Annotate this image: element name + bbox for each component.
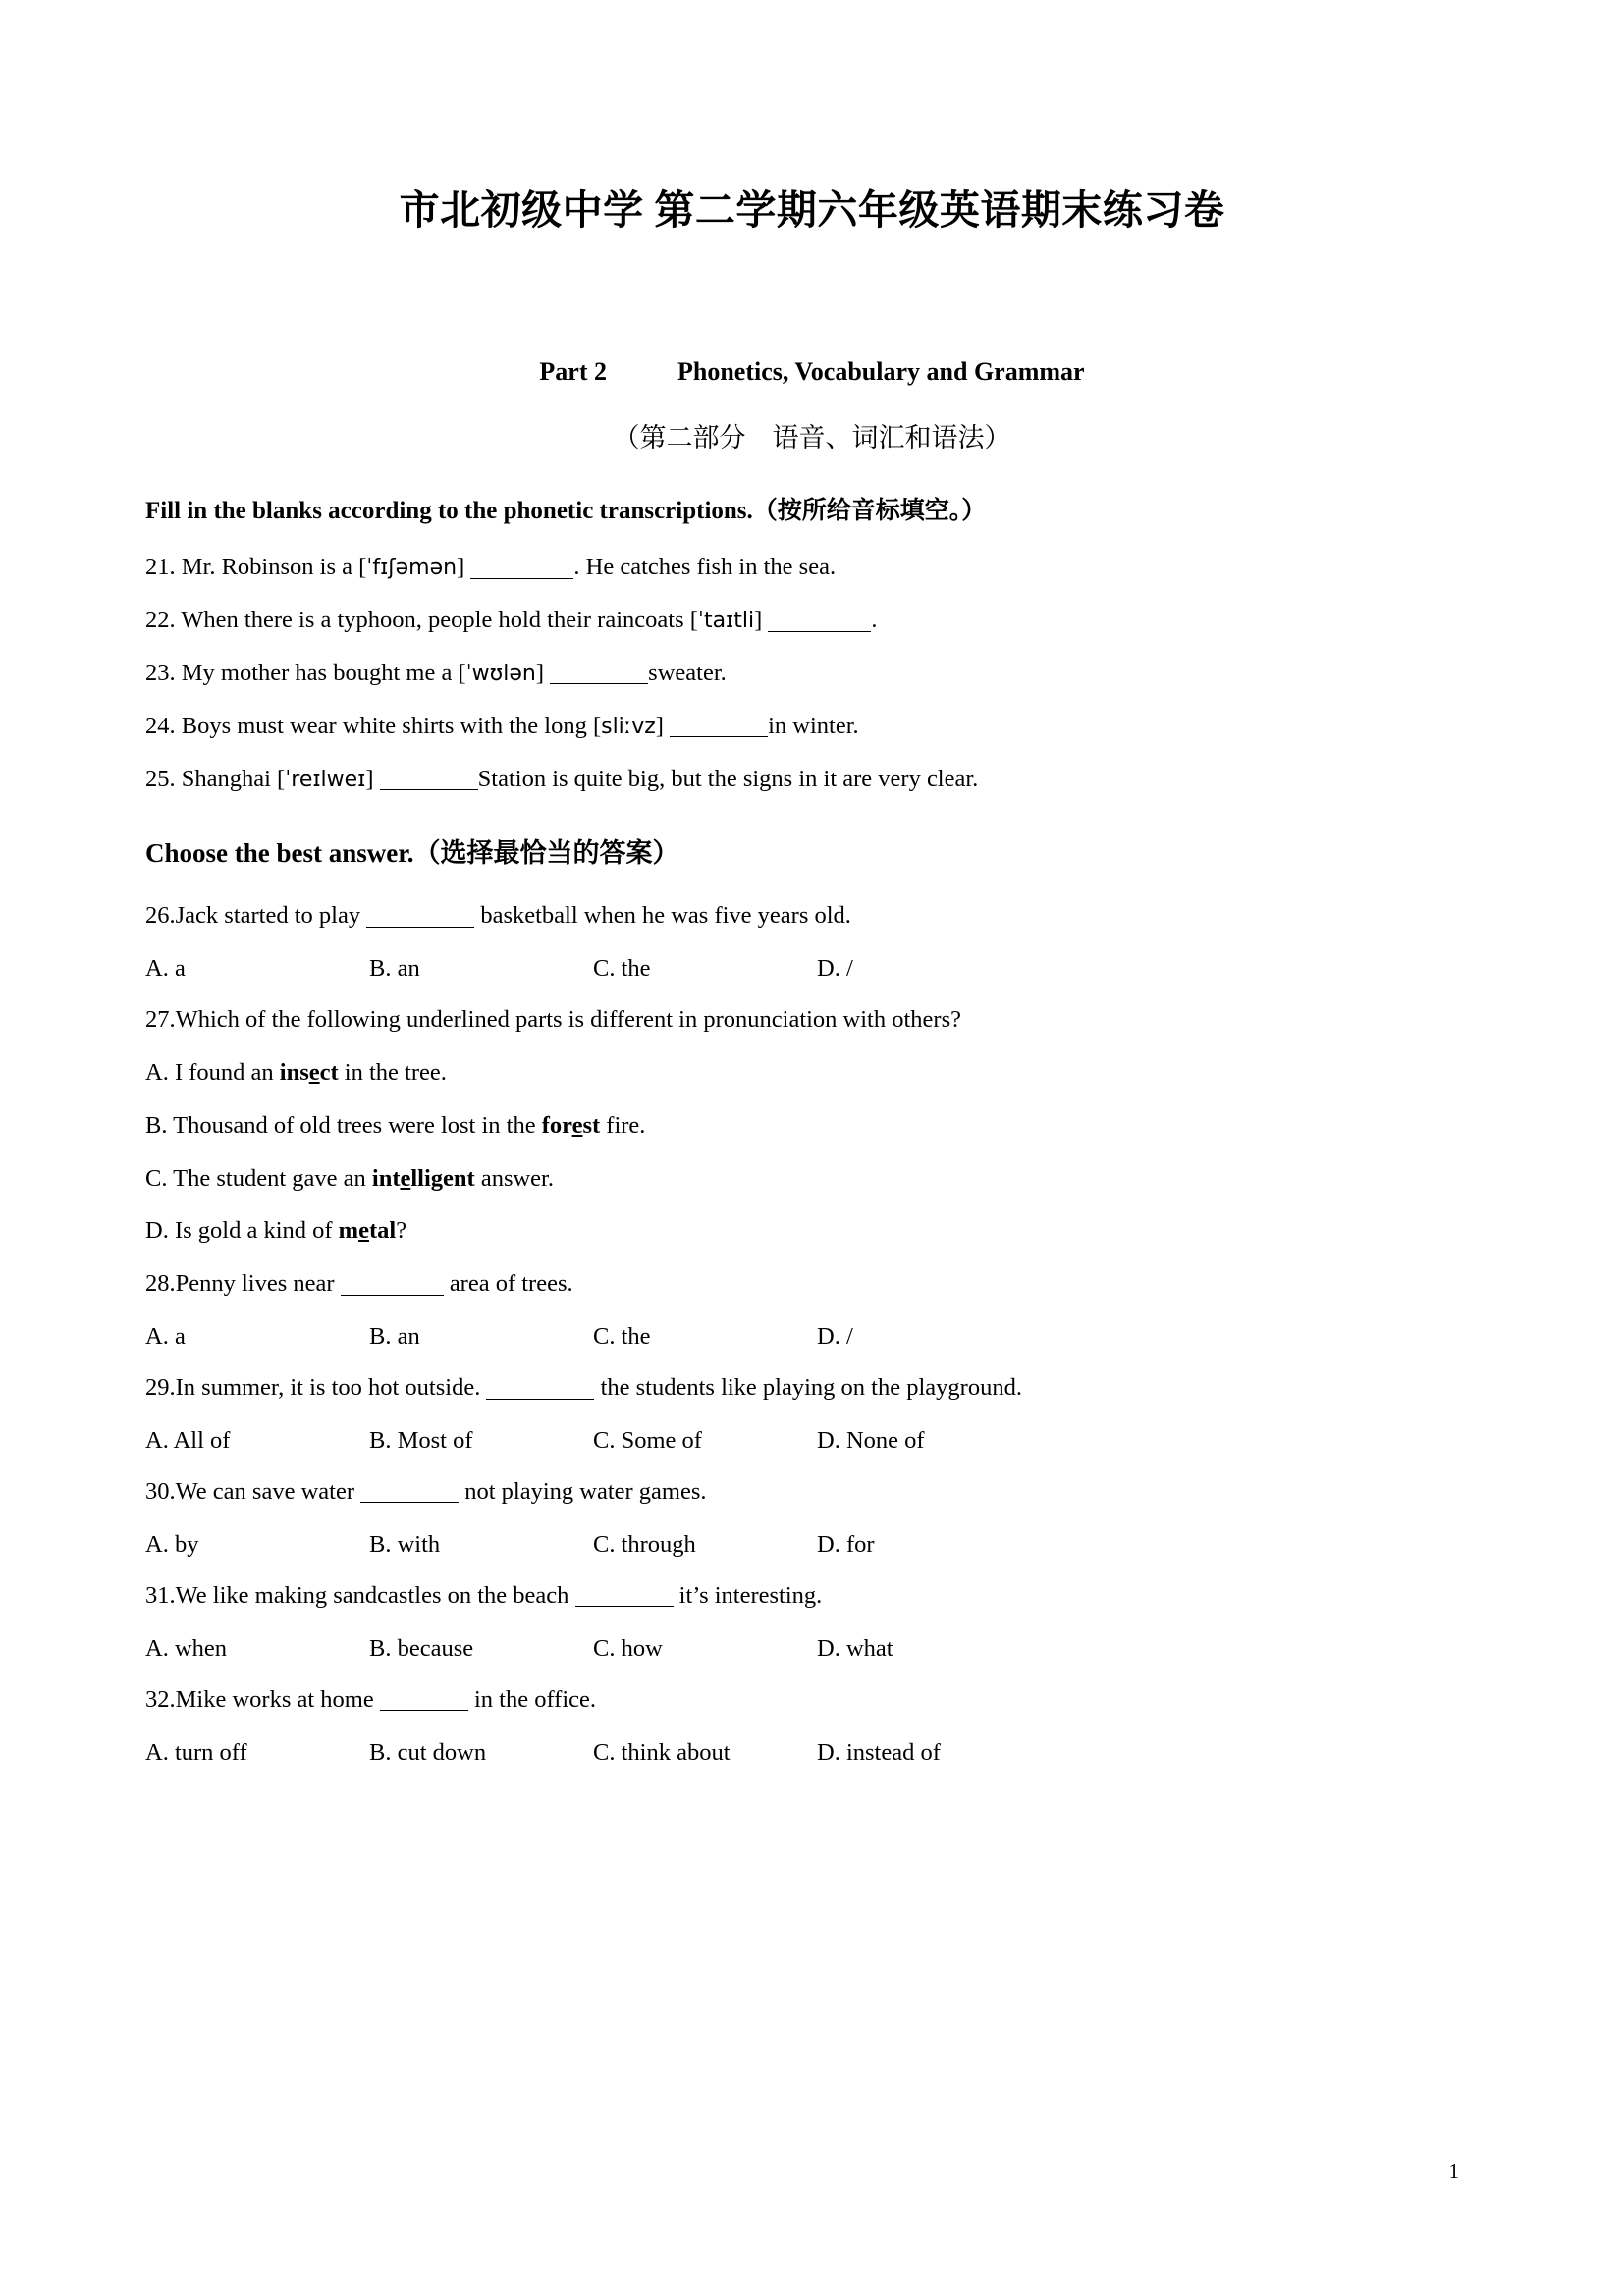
question-26-stem-before: 26.Jack started to play bbox=[145, 902, 367, 930]
question-26-option-d[interactable]: D. / bbox=[817, 955, 853, 983]
question-29-option-c[interactable]: C. Some of bbox=[593, 1426, 702, 1454]
question-21-ipa: ˈfɪʃəmən bbox=[366, 556, 458, 581]
question-23-text-middle: ] bbox=[535, 659, 551, 686]
part-heading-chinese: （第二部分 语音、词汇和语法） bbox=[613, 423, 1011, 453]
question-27-option-c-label: C. The student gave an bbox=[145, 1164, 372, 1192]
question-23-answer-blank[interactable] bbox=[550, 659, 648, 684]
question-32 bbox=[145, 1684, 1490, 1716]
word-post: lligent bbox=[410, 1164, 475, 1192]
question-29-answer-blank[interactable] bbox=[486, 1374, 594, 1400]
question-22-answer-blank[interactable] bbox=[768, 607, 871, 632]
question-25-text-middle: ] bbox=[365, 765, 380, 792]
question-25-answer-blank[interactable] bbox=[380, 765, 478, 790]
word-underlined-letter: e bbox=[400, 1164, 411, 1192]
question-26-stem-after: basketball when he was five years old. bbox=[474, 902, 851, 930]
word-pre: int bbox=[371, 1164, 401, 1192]
question-31-option-b[interactable]: B. because bbox=[369, 1634, 474, 1662]
question-28-option-b[interactable]: B. an bbox=[369, 1323, 420, 1351]
question-30-option-a[interactable]: A. by bbox=[145, 1530, 199, 1558]
question-24-text-middle: ] bbox=[655, 712, 671, 739]
question-28-option-c[interactable]: C. the bbox=[593, 1323, 651, 1351]
question-21-text-after: . He catches fish in the sea. bbox=[573, 554, 837, 581]
question-24-number: 24. bbox=[145, 712, 176, 739]
question-26-answer-blank[interactable] bbox=[366, 902, 474, 928]
question-30 bbox=[145, 1476, 1490, 1508]
question-22-text-middle: ] bbox=[754, 607, 769, 634]
question-29 bbox=[145, 1372, 1490, 1404]
question-28-answer-blank[interactable] bbox=[341, 1270, 444, 1296]
question-27-option-a[interactable] bbox=[145, 1057, 1490, 1089]
question-32-option-a[interactable]: A. turn off bbox=[145, 1738, 247, 1766]
question-22-text-before: When there is a typhoon, people hold their raincoats [ bbox=[175, 607, 698, 634]
question-32-option-c[interactable]: C. think about bbox=[593, 1738, 731, 1766]
word-underlined-letter: e bbox=[308, 1058, 320, 1086]
question-25-ipa: ˈreɪlweɪ bbox=[285, 767, 366, 792]
question-29-stem-before: 29.In summer, it is too hot outside. bbox=[145, 1374, 487, 1402]
choice-instruction: Choose the best answer.（选择最恰当的答案） bbox=[145, 838, 679, 869]
question-23 bbox=[145, 658, 1490, 689]
question-31-options bbox=[145, 1633, 1490, 1663]
question-28 bbox=[145, 1268, 1490, 1300]
question-27-option-d-label: D. Is gold a kind of bbox=[145, 1217, 339, 1245]
question-30-option-c[interactable]: C. through bbox=[593, 1530, 696, 1558]
word-post: st bbox=[582, 1111, 601, 1139]
question-28-options bbox=[145, 1321, 1490, 1351]
question-23-number: 23. bbox=[145, 659, 176, 686]
question-27-option-a-label: A. I found an bbox=[145, 1058, 280, 1086]
question-27-option-b-word bbox=[542, 1112, 600, 1139]
question-27-option-c[interactable] bbox=[145, 1163, 1490, 1195]
question-29-stem-after: the students like playing on the playground. bbox=[594, 1374, 1022, 1402]
question-27-option-d-tail: ? bbox=[396, 1217, 407, 1245]
part-label: Part 2 bbox=[539, 357, 607, 386]
question-29-option-b[interactable]: B. Most of bbox=[369, 1426, 473, 1454]
phonetics-instruction: Fill in the blanks according to the phonetic transcriptions.（按所给音标填空。） bbox=[145, 498, 987, 524]
part-heading bbox=[0, 357, 1624, 387]
question-32-options bbox=[145, 1737, 1490, 1767]
question-27-option-d-word bbox=[339, 1217, 397, 1244]
question-24 bbox=[145, 711, 1490, 742]
part-title: Phonetics, Vocabulary and Grammar bbox=[677, 357, 1085, 386]
page-number: 1 bbox=[1448, 2160, 1459, 2183]
question-26-option-a[interactable]: A. a bbox=[145, 955, 186, 983]
question-22 bbox=[145, 605, 1490, 636]
question-21-number: 21. bbox=[145, 554, 176, 581]
question-31-stem-before: 31.We like making sandcastles on the beach bbox=[145, 1581, 575, 1609]
question-26-option-c[interactable]: C. the bbox=[593, 955, 651, 983]
word-pre: ins bbox=[279, 1058, 309, 1086]
question-27-option-d[interactable] bbox=[145, 1215, 1490, 1247]
word-underlined-letter: e bbox=[358, 1217, 369, 1245]
question-30-answer-blank[interactable] bbox=[360, 1477, 459, 1503]
question-22-ipa: ˈtaɪtli bbox=[697, 609, 755, 634]
question-31-option-d[interactable]: D. what bbox=[817, 1634, 893, 1662]
question-31-stem-after: it’s interesting. bbox=[673, 1581, 823, 1609]
question-32-option-b[interactable]: B. cut down bbox=[369, 1738, 487, 1766]
question-27-option-a-word bbox=[280, 1059, 339, 1086]
question-31-option-a[interactable]: A. when bbox=[145, 1634, 228, 1662]
question-32-stem-after: in the office. bbox=[467, 1685, 597, 1713]
question-30-option-b[interactable]: B. with bbox=[369, 1530, 441, 1558]
question-29-options bbox=[145, 1425, 1490, 1455]
question-21 bbox=[145, 552, 1490, 583]
question-31-option-c[interactable]: C. how bbox=[593, 1634, 663, 1662]
question-27-option-c-tail: answer. bbox=[474, 1164, 554, 1192]
question-23-text-after: sweater. bbox=[648, 659, 727, 686]
question-32-option-d[interactable]: D. instead of bbox=[817, 1738, 941, 1766]
question-29-option-d[interactable]: D. None of bbox=[817, 1426, 925, 1454]
word-post: tal bbox=[368, 1217, 397, 1245]
question-32-answer-blank[interactable] bbox=[380, 1685, 468, 1711]
word-pre: m bbox=[338, 1217, 359, 1245]
question-26-option-b[interactable]: B. an bbox=[369, 955, 420, 983]
question-27-option-b-label: B. Thousand of old trees were lost in the bbox=[145, 1111, 542, 1139]
question-25-text-before: Shanghai [ bbox=[175, 765, 286, 792]
question-31-answer-blank[interactable] bbox=[575, 1581, 674, 1607]
question-27-option-a-tail: in the tree. bbox=[338, 1058, 447, 1086]
question-30-options bbox=[145, 1529, 1490, 1559]
question-31 bbox=[145, 1580, 1490, 1612]
question-27-option-c-word bbox=[372, 1165, 475, 1192]
question-28-option-d[interactable]: D. / bbox=[817, 1323, 853, 1351]
question-29-option-a[interactable]: A. All of bbox=[145, 1426, 231, 1454]
question-26-options bbox=[145, 953, 1490, 983]
question-28-option-a[interactable]: A. a bbox=[145, 1323, 186, 1351]
question-30-stem-before: 30.We can save water bbox=[145, 1477, 361, 1505]
question-24-answer-blank[interactable] bbox=[670, 712, 768, 737]
question-23-text-before: My mother has bought me a [ bbox=[175, 659, 466, 686]
question-27-option-b[interactable] bbox=[145, 1110, 1490, 1142]
question-25-text-after: Station is quite big, but the signs in it are very clear. bbox=[477, 765, 979, 792]
question-28-stem-after: area of trees. bbox=[443, 1270, 573, 1298]
question-24-text-after: in winter. bbox=[768, 712, 859, 739]
question-26 bbox=[145, 900, 1490, 932]
question-27: 27.Which of the following underlined parts is different in pronunciation with others? bbox=[145, 1006, 961, 1034]
word-underlined-letter: e bbox=[571, 1111, 583, 1139]
question-30-option-d[interactable]: D. for bbox=[817, 1530, 875, 1558]
question-24-text-before: Boys must wear white shirts with the long [ bbox=[175, 712, 602, 739]
question-27-option-b-tail: fire. bbox=[600, 1111, 646, 1139]
page-title: 市北初级中学 第二学期六年级英语期末练习卷 bbox=[399, 187, 1225, 233]
question-22-text-after: . bbox=[871, 607, 878, 634]
question-24-ipa: sliːvz bbox=[601, 714, 656, 739]
question-21-text-middle: ] bbox=[457, 554, 471, 581]
question-25 bbox=[145, 764, 1490, 795]
question-28-stem-before: 28.Penny lives near bbox=[145, 1270, 341, 1298]
question-21-text-before: Mr. Robinson is a [ bbox=[175, 554, 367, 581]
word-pre: for bbox=[541, 1111, 572, 1139]
question-32-stem-before: 32.Mike works at home bbox=[145, 1685, 380, 1713]
question-25-number: 25. bbox=[145, 765, 176, 792]
question-21-answer-blank[interactable] bbox=[470, 554, 573, 579]
question-22-number: 22. bbox=[145, 607, 176, 634]
question-30-stem-after: not playing water games. bbox=[459, 1477, 707, 1505]
exam-body bbox=[145, 496, 1490, 1789]
word-post: ct bbox=[319, 1058, 339, 1086]
question-23-ipa: ˈwʊlən bbox=[465, 661, 536, 686]
